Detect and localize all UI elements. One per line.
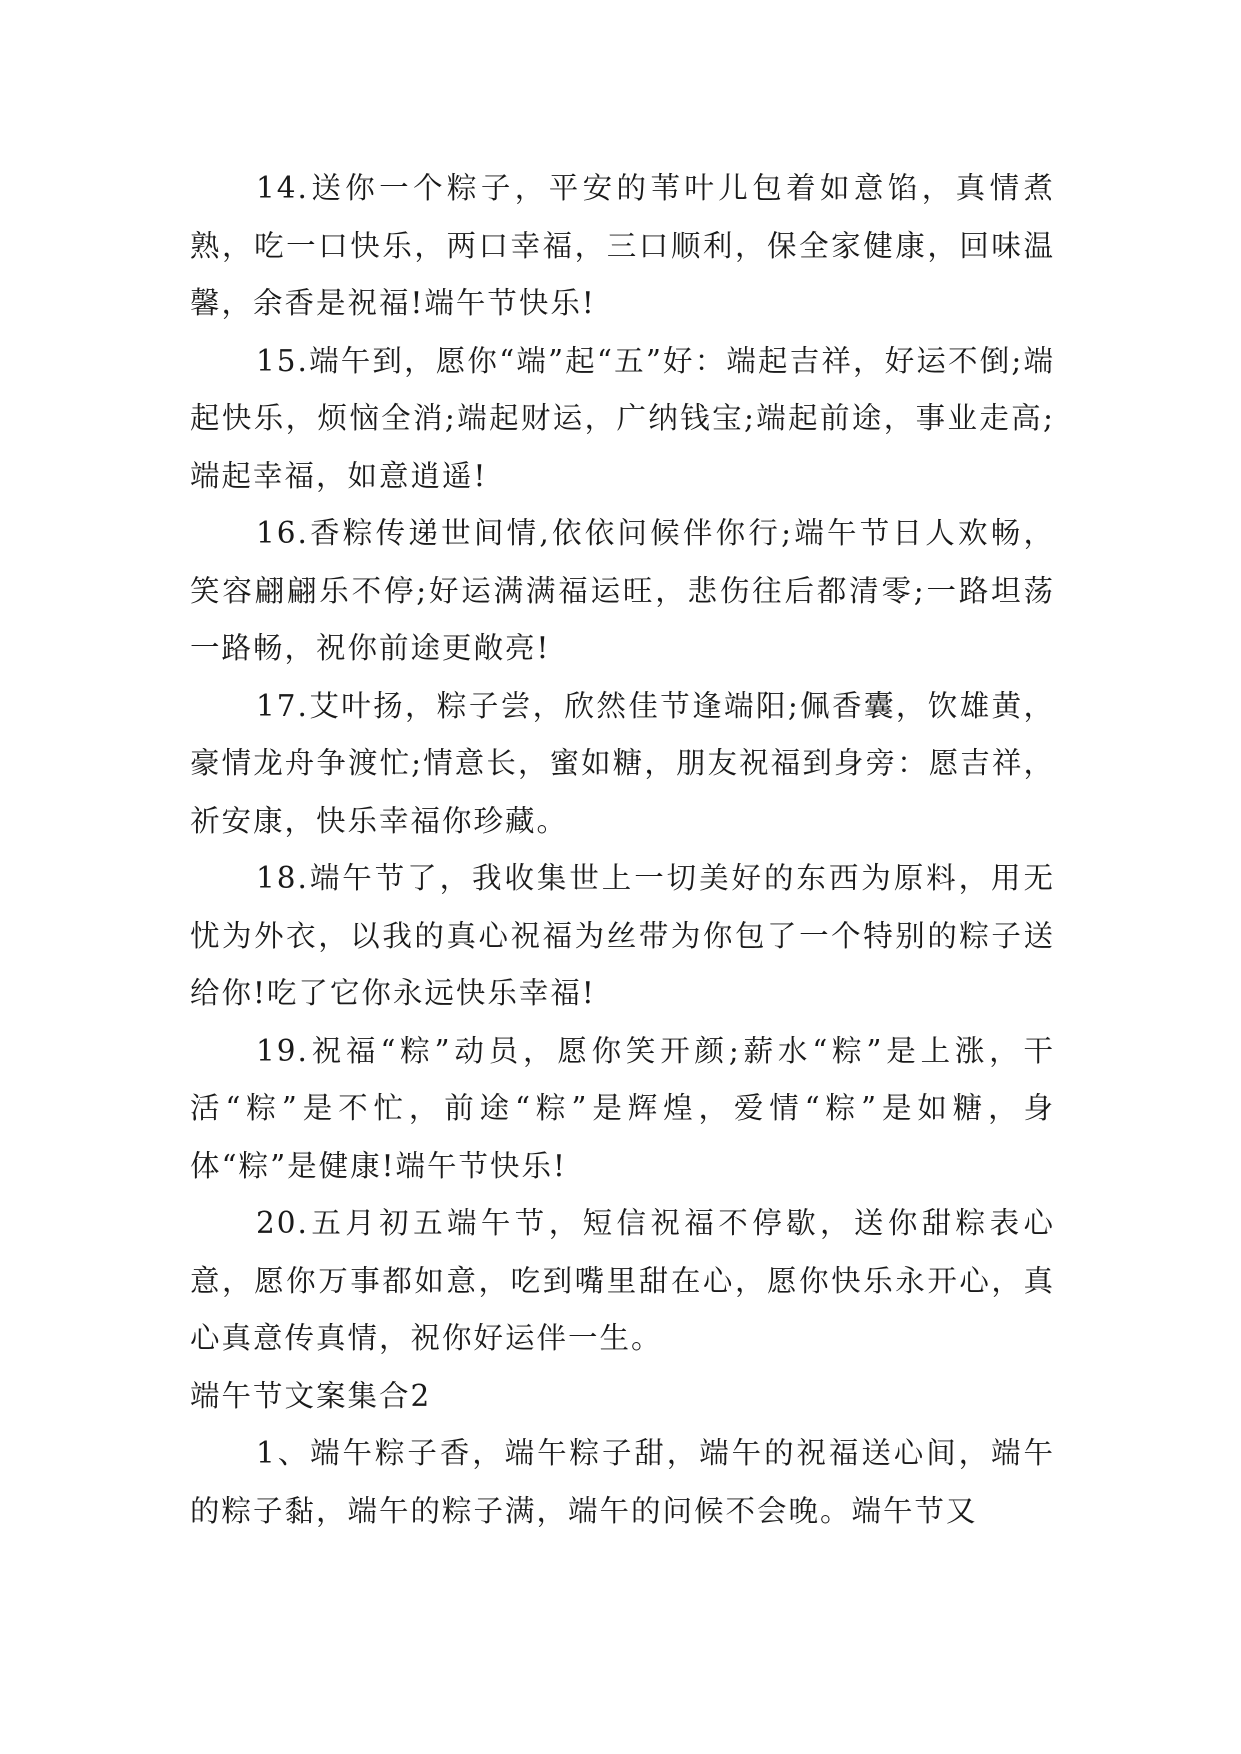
paragraph-16: 16.香粽传递世间情,依依问候伴你行;端午节日人欢畅，笑容翩翩乐不停;好运满满福运旺，悲伤往后都清零;一路坦荡一路畅，祝你前途更敞亮! [190,516,1055,665]
paragraph-19: 19.祝福“粽”动员，愿你笑开颜;薪水“粽”是上涨，干活“粽”是不忙，前途“粽”是辉煌，爱情“粽”是如糖，身体“粽”是健康!端午节快乐! [190,1033,1055,1183]
paragraph-20: 20.五月初五端午节，短信祝福不停歇，送你甜粽表心意，愿你万事都如意，吃到嘴里甜在心，愿你快乐永开心，真心真意传真情，祝你好运伴一生。 [190,1206,1055,1355]
section-heading: 端午节文案集合2 [190,1378,432,1413]
paragraph-17: 17.艾叶扬，粽子尝，欣然佳节逢端阳;佩香囊，饮雄黄，豪情龙舟争渡忙;情意长，蜜如糖，朋友祝福到身旁：愿吉祥，祈安康，快乐幸福你珍藏。 [190,688,1055,838]
section-paragraph-1: 1、端午粽子香，端午粽子甜，端午的祝福送心间，端午的粽子黏，端午的粽子满，端午的问候不会晚。端午节又 [190,1436,1055,1528]
paragraph-15: 15.端午到，愿你“端”起“五”好：端起吉祥，好运不倒;端起快乐，烦恼全消;端起财运，广纳钱宝;端起前途，事业走高;端起幸福，如意逍遥! [190,343,1055,493]
paragraph-18: 18.端午节了，我收集世上一切美好的东西为原料，用无忧为外衣，以我的真心祝福为丝带为你包了一个特别的粽子送给你!吃了它你永远快乐幸福! [190,861,1055,1010]
document-body [190,160,1055,1540]
paragraph-14: 14.送你一个粽子，平安的苇叶儿包着如意馅，真情煮熟，吃一口快乐，两口幸福，三口顺利，保全家健康，回味温馨，余香是祝福!端午节快乐! [190,171,1055,320]
